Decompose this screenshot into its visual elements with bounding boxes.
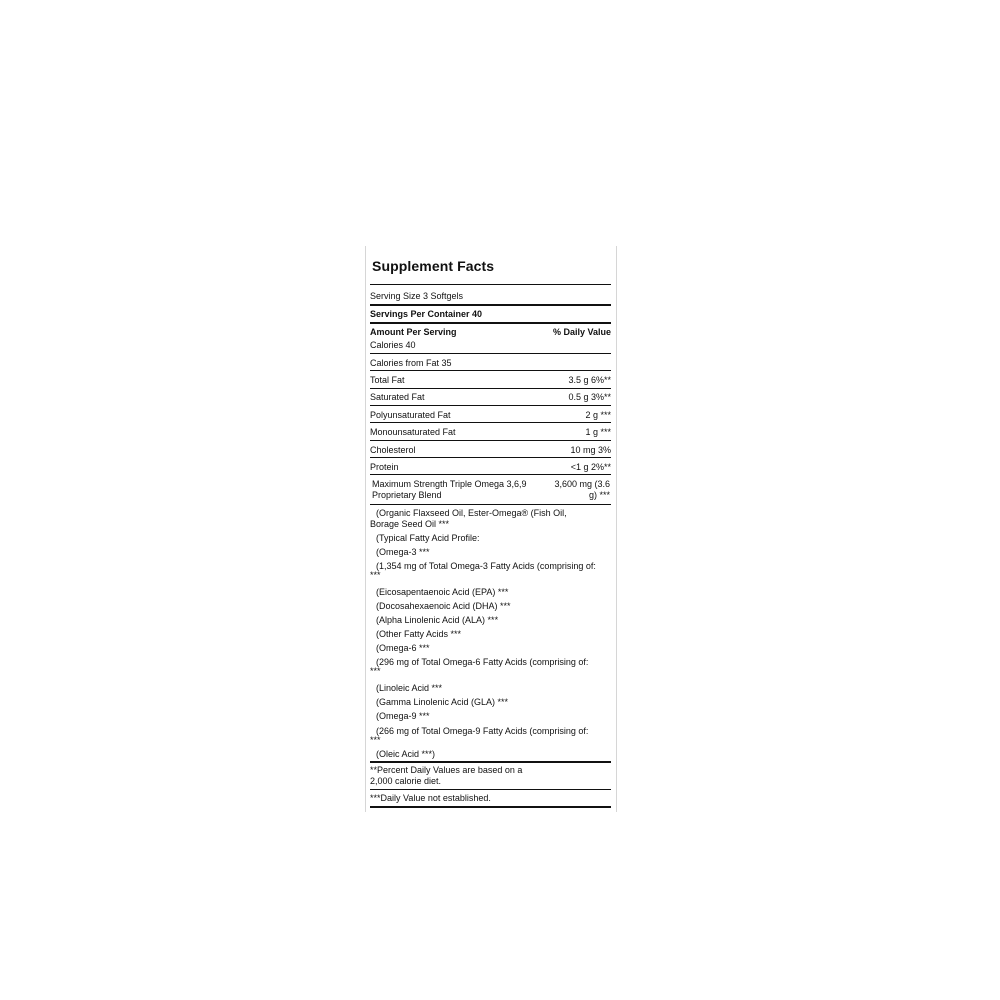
divider bbox=[370, 789, 611, 790]
ingredient-line: (Docosahexaenoic Acid (DHA) *** bbox=[376, 601, 511, 611]
footnote-line: **Percent Daily Values are based on a bbox=[370, 765, 523, 775]
divider bbox=[370, 284, 611, 285]
blend-name-line: Proprietary Blend bbox=[372, 490, 442, 500]
calories: Calories 40 bbox=[370, 340, 416, 350]
ingredient-line: (Omega-6 *** bbox=[376, 643, 430, 653]
nutrient-row bbox=[370, 462, 611, 473]
divider bbox=[370, 322, 611, 324]
label-title: Supplement Facts bbox=[372, 258, 495, 274]
blend-amount-line: g) *** bbox=[588, 490, 610, 500]
nutrient-row bbox=[370, 427, 611, 438]
servings-per-container: Servings Per Container 40 bbox=[370, 309, 483, 319]
nutrient-name: Polyunsaturated Fat bbox=[370, 410, 451, 420]
ingredient-line: (1,354 mg of Total Omega-3 Fatty Acids (comprising of: bbox=[376, 561, 596, 571]
nutrient-name: Total Fat bbox=[370, 375, 405, 385]
ingredient-line: *** bbox=[370, 735, 381, 745]
nutrient-amount: 2 g *** bbox=[585, 410, 611, 420]
divider bbox=[370, 457, 611, 458]
nutrient-name: Protein bbox=[370, 462, 399, 472]
nutrient-amount: 0.5 g 3%** bbox=[568, 392, 611, 402]
nutrient-name: Monounsaturated Fat bbox=[370, 427, 456, 437]
ingredient-line: (Omega-3 *** bbox=[376, 547, 430, 557]
nutrient-row bbox=[370, 392, 611, 403]
nutrient-amount: 10 mg 3% bbox=[570, 445, 611, 455]
nutrient-amount: <1 g 2%** bbox=[570, 462, 611, 472]
ingredient-line: (Typical Fatty Acid Profile: bbox=[376, 533, 480, 543]
serving-size: Serving Size 3 Softgels bbox=[370, 291, 464, 301]
footnote-percent-dv bbox=[370, 765, 522, 787]
ingredient-line: (266 mg of Total Omega-9 Fatty Acids (comprising of: bbox=[376, 726, 589, 736]
ingredient-line: (Oleic Acid ***) bbox=[376, 749, 436, 759]
ingredient-line: *** bbox=[370, 570, 381, 580]
nutrient-amount: 3.5 g 6%** bbox=[568, 375, 611, 385]
footnote-dv-not-established: ***Daily Value not established. bbox=[370, 793, 491, 803]
nutrient-amount: 1 g *** bbox=[585, 427, 611, 437]
divider bbox=[370, 440, 611, 441]
divider bbox=[370, 806, 611, 808]
ingredient-line: (Other Fatty Acids *** bbox=[376, 629, 462, 639]
ingredient-line: (Organic Flaxseed Oil, Ester-Omega® (Fish Oil, bbox=[376, 508, 567, 518]
divider bbox=[370, 388, 611, 389]
ingredient-line: (Eicosapentaenoic Acid (EPA) *** bbox=[376, 587, 509, 597]
ingredient-line: (296 mg of Total Omega-6 Fatty Acids (comprising of: bbox=[376, 657, 589, 667]
calories-from-fat: Calories from Fat 35 bbox=[370, 358, 452, 368]
divider bbox=[370, 761, 611, 763]
divider bbox=[370, 474, 611, 475]
amount-per-serving-header bbox=[370, 327, 611, 338]
nutrient-row bbox=[370, 410, 611, 421]
divider bbox=[370, 370, 611, 371]
divider bbox=[370, 504, 611, 505]
divider bbox=[370, 405, 611, 406]
daily-value-header: % Daily Value bbox=[552, 327, 611, 337]
divider bbox=[370, 304, 611, 306]
ingredient-line: (Alpha Linolenic Acid (ALA) *** bbox=[376, 615, 499, 625]
ingredient-line: (Omega-9 *** bbox=[376, 711, 430, 721]
nutrient-row bbox=[370, 445, 611, 456]
proprietary-blend-name bbox=[372, 479, 547, 501]
nutrient-name: Cholesterol bbox=[370, 445, 416, 455]
proprietary-blend-amount bbox=[548, 479, 610, 501]
nutrient-name: Saturated Fat bbox=[370, 392, 425, 402]
footnote-line: 2,000 calorie diet. bbox=[370, 776, 442, 786]
ingredient-line: Borage Seed Oil *** bbox=[370, 519, 450, 529]
nutrient-row bbox=[370, 375, 611, 386]
ingredient-line: (Linoleic Acid *** bbox=[376, 683, 443, 693]
amount-header: Amount Per Serving bbox=[370, 327, 457, 337]
blend-amount-line: 3,600 mg (3.6 bbox=[554, 479, 610, 489]
blend-name-line: Maximum Strength Triple Omega 3,6,9 bbox=[372, 479, 527, 489]
divider bbox=[370, 422, 611, 423]
ingredient-line: (Gamma Linolenic Acid (GLA) *** bbox=[376, 697, 509, 707]
divider bbox=[370, 353, 611, 354]
ingredient-line: *** bbox=[370, 666, 381, 676]
